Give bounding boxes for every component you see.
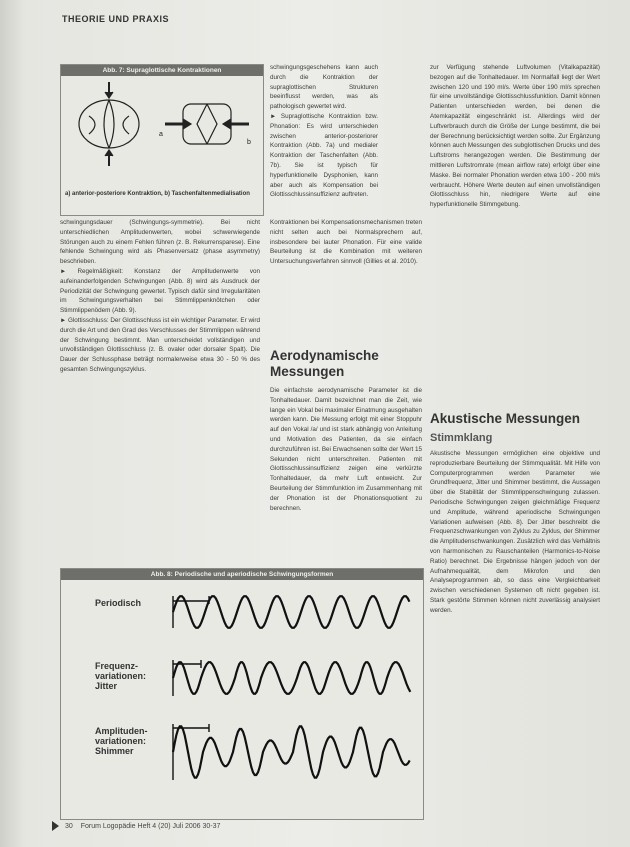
- column-3-top-text: zur Verfügung stehende Luftvolumen (Vitalkapazität) bezogen auf die Tonhaltedauer. Im Normalfall liegt der Wert zwischen 120 und 190 ml/s. Werte über 190 ml/s sprechen für eine unvollständige Glottisschlussfunktion. Damit können Patienten unterschieden werden, bei denen die Atemkapazität eingeschränkt ist. Allerdings wird der Luftverbrauch durch die Größe der Lunge bestimmt, die bei der Berechnung berücksichtigt werden sollte. Zur Ergänzung können auch Messungen des subglottischen Drucks und des Luftstroms herangezogen werden. Die Bestimmung der mittleren Luftstromrate (mean airflow rate) erfolgt über eine Maske. Bei normaler Phonation werden etwa 100 - 200 ml/s verbraucht. Höhere Werte deuten auf einen unvollständigen Glottisschluss hin, niedrigere Werte auf eine hyperfunktionelle Stimmgebung.: [430, 64, 600, 209]
- acoustic-heading: Akustische Messungen: [430, 411, 581, 426]
- wave-label-jitter: Frequenz- variationen: Jitter: [95, 661, 147, 691]
- aerodynamic-heading: Aerodynamische Messungen: [270, 348, 379, 379]
- waveform-panel: [61, 580, 423, 818]
- column-2-top-text: schwingungsgeschehens kann auch durch die Kontraktion der supraglottischen Strukturen beeinflusst werden, was als pathologisch gewertet wird. ► Supraglottische Kontraktion bzw. Phonation: Es wird unterschieden zwischen anterior-posteriorer Kontraktion (Abb. 7a) und medialer Kontraktion der Taschenfalten (Abb. 7b). Sie ist typisch für hyperfunktionelle Dysphonien, kann aber auch als Kompensation bei Glottisschlussinsuffizienz auftreten.: [270, 64, 378, 199]
- larynx-diagram-b: [165, 104, 249, 144]
- column-1-text: schwingungsdauer (Schwingungs-symmetrie). Bei nicht unterschiedlichen Amplitudenwerten, wobei schwerwiegende Störungen auch zu einem Fehlen führen (z. B. Rekurrensparese). Eine fehlende Schwingung wird als Phasenversatz (phase asymmetry) beschrieben. ► Regelmäßigkeit: Konstanz der Amplitudenwerte von aufeinanderfolgenden Schwingungen (Abb. 8) wird als Ausdruck der Periodizität der Schwingung gewertet. Typisch dafür sind Irregularitäten im Schwingungsverhalten bei Stimmlippenknötchen oder Stimmlippenödem (Abb. 9). ► Glottisschluss: Der Glottisschluss ist ein wichtiger Parameter. Er wird durch die Art und den Grad des Verschlusses der Stimmlippen während der Schwingung bestimmt. Man unterscheidet vollständigen und unvollständigen Glottisschluss (z. B. ovaler oder dorsaler Spalt). Die Dauer der Schlussphase beträgt normalerweise etwa 30 - 50 % des gesamten Schwingungszyklus.: [60, 219, 260, 373]
- footer-arrow-icon: [52, 821, 59, 831]
- label-b: b: [247, 139, 251, 146]
- figure-7-illustration: [61, 76, 263, 186]
- jitter-waveform: [173, 662, 410, 694]
- figure-7-title: Abb. 7: Supraglottische Kontraktionen: [61, 65, 263, 76]
- page-footer: [52, 821, 220, 831]
- label-a: a: [159, 131, 163, 138]
- figure-8: [60, 568, 424, 820]
- figure-8-title: Abb. 8: Periodische und aperiodische Schwingungsformen: [61, 569, 423, 580]
- aerodynamic-text: Die einfachste aerodynamische Parameter ist die Tonhaltedauer. Damit bezeichnet man die Zeit, wie lange ein Vokal bei maximaler Einatmung ausgehalten werden kann. Die Messung erfolgt mit einer Stoppuhr auf den Vokal /a/ und ist stark abhängig von Anleitung und Motivation des Patienten, da sie einfach durchzuführen ist. Bei Erwachsenen sollte der Wert 15 Sekunden nicht unterschreiten. Patienten mit Glottisschlussinsuffizienz zeigen eine verkürzte Tonhaltedauer, da mehr Luft entweicht. Zur Beurteilung der Stimmfunktion im Zusammenhang mit der Phonation ist der Phonationsquotient zu berechnen.: [270, 387, 422, 512]
- figure-7-caption: a) anterior-posteriore Kontraktion, b) Taschenfaltenmedialisation: [65, 191, 250, 197]
- acoustic-text: Akustische Messungen ermöglichen eine objektive und reproduzierbare Beurteilung der Stimmqualität. Mit Hilfe von Computerprogrammen werden Parameter wie Grundfrequenz, Jitter und Shimmer bestimmt, die Aussagen über die Stabilität der Stimmlippenschwingung zulassen. Periodische Schwingungen zeigen gleichmäßige Frequenz und Amplitude, während aperiodische Schwingungen Variationen aufweisen (Abb. 8). Der Jitter beschreibt die Frequenzschwankungen von Zyklus zu Zyklus, der Shimmer die Amplitudenschwankungen. Zusätzlich wird das Verhältnis von harmonischen zu Rauschanteilen (Harmonics-to-Noise Ratio) berechnet. Die Ergebnisse hängen jedoch von der Aufnahmequalität, dem Mikrofon und den Analyseprogrammen ab, so dass eine Vergleichbarkeit zwischen verschiedenen Systemen oft nicht gegeben ist. Stark gestörte Stimmen können nicht zuverlässig analysiert werden.: [430, 450, 600, 614]
- figure-7: [60, 64, 264, 216]
- wave-label-periodic: Periodisch: [95, 598, 142, 608]
- wave-label-shimmer: Amplituden- variationen: Shimmer: [95, 726, 148, 756]
- shimmer-waveform: [173, 726, 410, 777]
- page-number: 30: [64, 822, 73, 830]
- footer-citation: Forum Logopädie Heft 4 (20) Juli 2006 30-37: [80, 822, 221, 830]
- column-2-mid-text: Kontraktionen bei Kompensationsmechanismen treten nicht selten auch bei Normalsprechern auf, insbesondere bei lauter Phonation. Für eine valide Beurteilung ist die Kombination mit weiteren Untersuchungsverfahren sinnvoll (Gillies et al. 2010).: [270, 219, 422, 266]
- larynx-diagram-a: [79, 82, 139, 166]
- acoustic-subheading: Stimmklang: [430, 432, 493, 444]
- section-header: THEORIE UND PRAXIS: [62, 14, 170, 24]
